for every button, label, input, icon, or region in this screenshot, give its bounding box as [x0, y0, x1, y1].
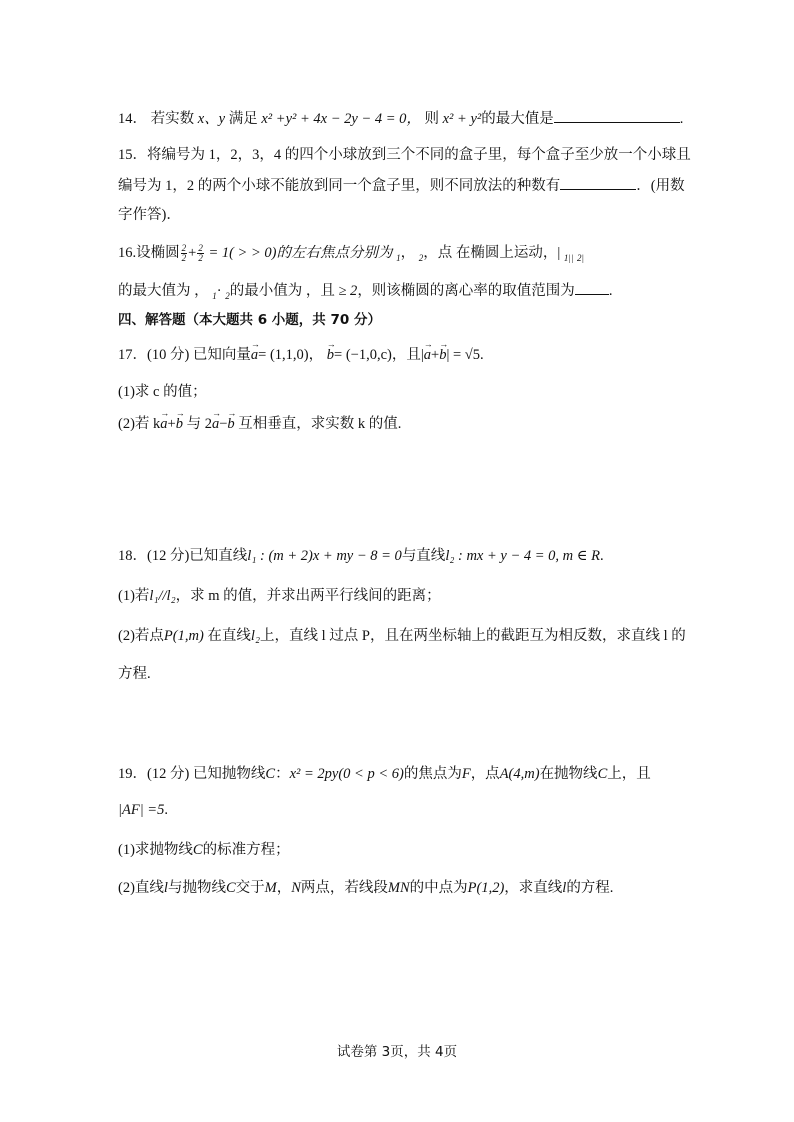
plus-sign: +: [431, 347, 440, 363]
q14-text: 的最大值是: [481, 111, 554, 127]
focus-sub: 1: [396, 252, 401, 263]
q17-text: (2)若 k: [118, 416, 161, 432]
q19-text: ，求直线: [504, 880, 563, 896]
focus-sub: 2: [418, 252, 424, 263]
q16-number: 16.设椭圆: [118, 245, 180, 261]
frac-den: 2: [198, 253, 203, 264]
q18-end: .: [599, 548, 604, 564]
frac-den: 2: [181, 253, 187, 264]
vector-a: → a: [212, 414, 219, 434]
q15-line2: [118, 175, 685, 196]
q19-part2: [118, 878, 613, 898]
midpoint-p: P(1,2): [467, 880, 505, 896]
vector-a: → a: [251, 345, 258, 365]
q14-text: 满足: [228, 111, 258, 127]
line-l2: l₂: [250, 628, 260, 644]
q14-expr: x² + y²: [442, 111, 482, 127]
q17-head: 17．(10 分) 已知向量: [118, 347, 251, 363]
frac-num: 2: [181, 243, 187, 254]
point-m: M: [264, 880, 277, 896]
q19-head: 19．(12 分) 已知抛物线: [118, 766, 266, 782]
norm-bar: |: [420, 347, 424, 363]
focus-f: F: [461, 766, 471, 782]
q14-text: 若实数: [150, 111, 195, 127]
segment-mn: MN: [387, 880, 410, 896]
q15-line1: 15．将编号为 1，2，3，4 的四个小球放到三个不同的盒子里，每个盒子至少放一个小球且: [118, 147, 691, 163]
q19-text: 两点，若线段: [300, 880, 388, 896]
line-l1-equation: l₁ : (m + 2)x + my − 8 = 0: [247, 548, 402, 564]
q17-text: 与 2: [186, 416, 212, 432]
q17-norm: | = √5: [446, 347, 480, 363]
q15-text: 编号为 1，2 的两个小球不能放到同一个盒子里，则不同放法的种数有: [118, 178, 561, 194]
frac-num: 2: [198, 243, 203, 254]
q19-text: 上，且: [607, 766, 651, 782]
fraction: [197, 244, 204, 263]
q17-end: .: [479, 347, 484, 363]
point-n: N: [291, 880, 301, 896]
q16-inequality: ≥ 2: [338, 283, 358, 299]
q16-text: ，则该椭圆的离心率的取值范围为: [357, 283, 575, 299]
q19-end: .: [164, 802, 168, 818]
parabola-equation: x² = 2py(0 < p < 6): [289, 766, 404, 782]
q16-text: ，点 在椭圆上运动，|: [423, 245, 561, 261]
line-l: l: [163, 880, 168, 896]
q19-text: ，: [276, 880, 292, 896]
q14-end: .: [679, 111, 684, 127]
q16-text: 的最大值为 ，: [118, 283, 209, 299]
line-l2-equation: l₂ : mx + y − 4 = 0, m ∈ R: [445, 548, 600, 564]
q19-text: 在抛物线: [539, 766, 598, 782]
q14-text: 则: [424, 111, 439, 127]
parabola-c: C: [192, 842, 203, 858]
plus-sign: +: [188, 245, 197, 261]
q18-text: 上，直线 l 过点 P，且在两坐标轴上的截距互为相反数，求直线 l 的: [260, 628, 686, 644]
q17-line1: [118, 345, 484, 365]
q16-line2: [118, 280, 612, 306]
q18-text: ，求 m 的值，并求出两平行线间的距离；: [175, 588, 441, 604]
parabola-c: C: [597, 766, 608, 782]
q19-text: 的中点为: [409, 880, 468, 896]
q15-text: ．(用数: [636, 178, 685, 194]
q15-line3: 字作答)．: [118, 207, 181, 223]
answer-blank: [554, 108, 680, 123]
q16-condition: = 1( > > 0)的左右焦点分别为: [208, 245, 393, 261]
q16-line1: 16.设椭圆 $\frac{2}{2}$ + $\frac{2}{2}$ = 1( > > 0)的左右焦点分别为 $_1$， $_2$，点 在椭圆上运动，| $_{1||}$ $_{2|}$: [118, 243, 584, 264]
af-distance: |AF| =5: [118, 802, 165, 818]
q19-text: ：: [275, 766, 290, 782]
q14-equation: x² +y² + 4x − 2y − 4 = 0，: [261, 111, 421, 127]
q14-line: [118, 108, 683, 129]
q19-text: 的方程.: [566, 880, 614, 896]
dot-sub: 2: [225, 290, 230, 301]
q18-text: (2)若点: [118, 628, 164, 644]
q17-b-def: = (−1,0,c)，且: [334, 347, 421, 363]
dot-operator: ·: [216, 283, 222, 299]
q19-text: (2)直线: [118, 880, 164, 896]
q19-text: 交于: [235, 880, 265, 896]
q17-part2: (2)若 k→ a+→ b 与 2→ a−→ b 互相垂直，求实数 k 的值.: [118, 414, 401, 434]
q19-line1: [118, 764, 651, 784]
parabola-c: C: [265, 766, 276, 782]
vector-b: → b: [227, 414, 234, 434]
q14-number: 14．: [118, 111, 147, 127]
page-footer: 试卷第 3页，共 4页: [336, 1044, 458, 1060]
q18-head: 18．(12 分)已知直线: [118, 548, 248, 564]
q19-text: (1)求抛物线: [118, 842, 193, 858]
point-a: A(4,m): [499, 766, 540, 782]
q17-part1: (1)求 c 的值；: [118, 384, 207, 400]
q19-text: ，点: [470, 766, 500, 782]
abs-sub: 2|: [576, 252, 584, 263]
vector-a: → a: [424, 345, 431, 365]
point-p: P(1,m): [163, 628, 204, 644]
q14-vars: x、y: [197, 111, 226, 127]
q19-text: 的焦点为: [403, 766, 462, 782]
q17-a-def: = (1,1,0)，: [258, 347, 324, 363]
vector-b: → b: [176, 414, 183, 434]
vector-b: → b: [439, 345, 446, 365]
q18-part2: [118, 626, 686, 646]
q17-text: 互相垂直，求实数 k 的值.: [238, 416, 402, 432]
answer-blank: [560, 175, 636, 190]
q16-end: .: [608, 283, 613, 299]
line-l: l: [562, 880, 567, 896]
plus-sign: +: [167, 416, 176, 432]
q19-part1: [118, 840, 290, 860]
section-title: 四、解答题（本大题共 6 小题，共 70 分）: [118, 312, 381, 328]
q18-line1: [118, 546, 604, 566]
q19-text: 的标准方程；: [202, 842, 290, 858]
abs-sub: 1||: [563, 252, 574, 263]
q18-part1: [118, 586, 441, 606]
q16-text: 的最小值为 ，且: [229, 283, 335, 299]
q18-part2-cont: 方程.: [118, 666, 151, 682]
q18-text: (1)若: [118, 588, 150, 604]
fraction: [181, 244, 188, 263]
vector-b: → b: [327, 345, 334, 365]
q19-line2: [118, 800, 168, 820]
vector-a: → a: [160, 414, 167, 434]
q19-text: 与抛物线: [167, 880, 226, 896]
parabola-c: C: [225, 880, 236, 896]
q18-text: 在直线: [207, 628, 251, 644]
dot-sub: 1: [212, 290, 217, 301]
q18-text: 与直线: [401, 548, 446, 564]
answer-blank: [575, 280, 609, 295]
parallel-expr: l₁//l₂: [149, 588, 176, 604]
